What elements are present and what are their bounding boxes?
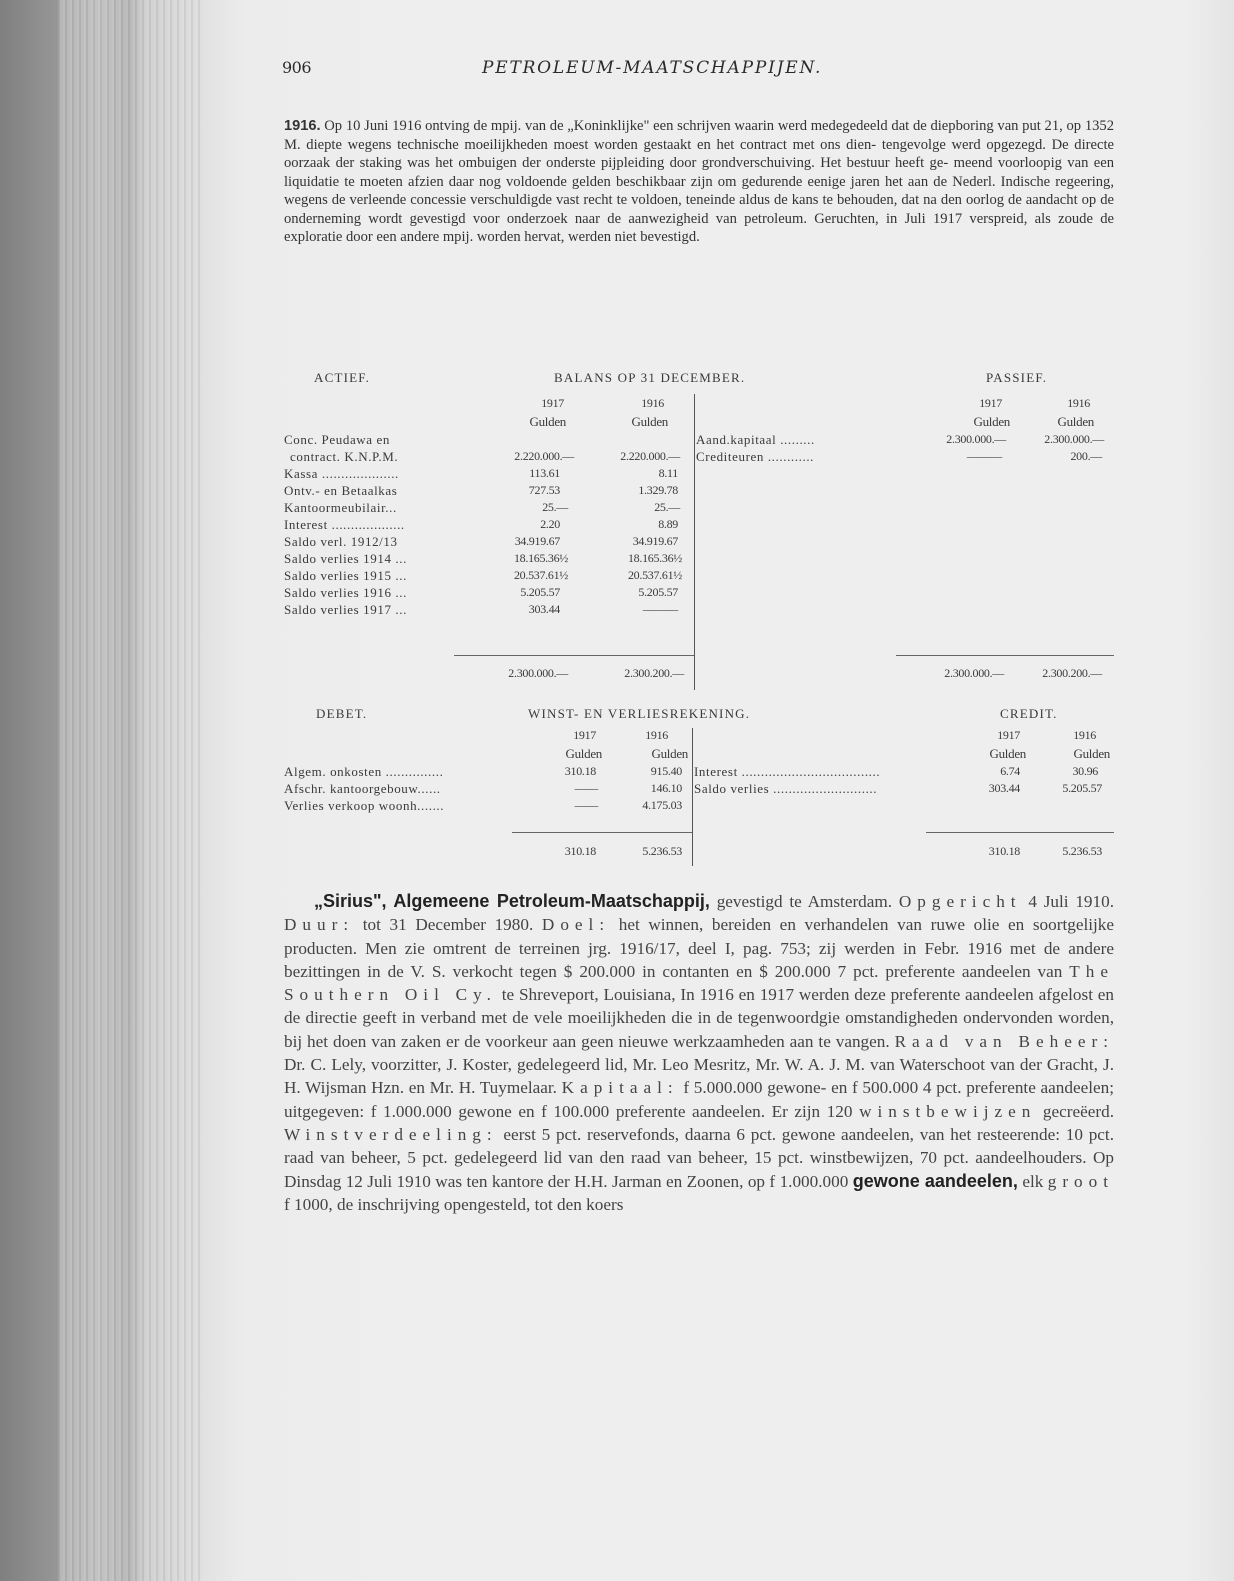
- year-1917: 1917: [573, 728, 596, 742]
- text-line: niet bevestigd.: [614, 229, 700, 245]
- text-line: 1917 verspreid, als zoude de exploratie door een andere mpij. worden hervat, werden: [284, 210, 1114, 245]
- unit-gulden: Gulden: [1073, 746, 1110, 761]
- value-1916: 2.220.000.—: [620, 449, 680, 463]
- value-1917: 303.44: [988, 781, 1020, 795]
- value-1916: 915.40: [650, 764, 682, 778]
- winstbewijzen-label: winstbewijzen: [859, 1101, 1037, 1121]
- unit-gulden: Gulden: [529, 414, 566, 429]
- year-header-row: [284, 728, 692, 745]
- asset-row: [284, 517, 694, 534]
- text-line: gevestigd voor onderzoek naar de aanwezigheid van petroleum. Geruchten, in Juli: [409, 210, 926, 227]
- asset-row: [284, 551, 694, 568]
- total-1917: 310.18: [564, 844, 596, 858]
- entry-text: gecreëerd.: [1036, 1101, 1114, 1121]
- value-1916: 20.537.61½: [627, 568, 682, 582]
- row-label: Aand.kapitaal .........: [696, 432, 815, 447]
- year-1916: 1916: [645, 728, 668, 742]
- row-label: Interest ....................................: [694, 764, 881, 779]
- credit-row: [694, 781, 1114, 798]
- row-label: Afschr. kantoorgebouw......: [284, 781, 441, 796]
- groot-label: groot: [1047, 1171, 1114, 1191]
- year-1916: 1916: [1067, 396, 1090, 410]
- entry-text: f 5.000.000 gewone- en f 500.000 4 pct. preferente aandeelen; uitgegeven: f 1.000.000 gewone en f 100.000 preferente aandeelen. Er zijn 120: [284, 1078, 1115, 1121]
- debit-total-row: [284, 844, 692, 861]
- company-entry: [284, 890, 1114, 1216]
- asset-row: [284, 483, 694, 500]
- value-1916: 2.300.000.—: [1044, 432, 1104, 446]
- pl-title: WINST- EN VERLIESREKENING.: [528, 706, 751, 721]
- total-rule: [512, 832, 692, 833]
- asset-row: [284, 466, 694, 483]
- row-label: Saldo verlies 1915 ...: [284, 568, 407, 583]
- unit-gulden: Gulden: [973, 414, 1010, 429]
- debit-row: [284, 764, 692, 781]
- value-1916: 8.89: [658, 517, 678, 531]
- value-1916: 5.205.57: [1062, 781, 1102, 795]
- asset-row: [284, 500, 694, 517]
- value-1916: 30.96: [1072, 764, 1098, 778]
- page-header: [282, 58, 1122, 82]
- value-1917: ——: [574, 781, 598, 795]
- debet-caption: DEBET.: [316, 706, 368, 721]
- value-1917: ——: [574, 798, 598, 812]
- year-1917: 1917: [979, 396, 1002, 410]
- value-1916: 200.—: [1070, 449, 1102, 463]
- credit-row: [694, 764, 1114, 781]
- unit-gulden: Gulden: [1057, 414, 1094, 429]
- balance-sheet: [284, 370, 1114, 690]
- total-1916: 2.300.200.—: [1042, 666, 1102, 680]
- unit-gulden: Gulden: [631, 414, 668, 429]
- unit-gulden: Gulden: [651, 746, 688, 761]
- row-label: Interest ...................: [284, 517, 405, 532]
- row-label: Kantoormeubilair...: [284, 500, 397, 515]
- total-rule: [896, 655, 1114, 656]
- entry-text: te Shreveport, Louisiana, In 1916 en 1917 werden deze preferente aandeelen afgelost en de directie geeft in verband met de vele moeilijkheden die in de tegenwoordgie omstandigheden ondervonden worden, bij het doen van zaken er de voorkeur aan geen nieuwe werkzaamheden aan te vangen.: [284, 985, 1115, 1051]
- year-header-row: [284, 396, 694, 413]
- total-1917: 2.300.000.—: [508, 666, 568, 680]
- value-1917: 2.300.000.—: [946, 432, 1006, 446]
- year-1917: 1917: [541, 396, 564, 410]
- year-lead: 1916.: [284, 118, 321, 134]
- total-1916: 5.236.53: [1062, 844, 1102, 858]
- text-line: meend voorloopig van een liquidatie te moeten afzien daar nog voldoende gelden: [284, 155, 1115, 190]
- row-label: Ontv.- en Betaalkas: [284, 483, 398, 498]
- asset-row: [284, 568, 694, 585]
- unit-header-row: [284, 746, 692, 763]
- entry-text: f 1000, de inschrijving opengesteld, tot den koers: [284, 1194, 624, 1214]
- text-line: werd medegedeeld dat de diepboring van put 21, op 1352 M. diepte wegens technische: [284, 118, 1115, 153]
- row-label: Saldo verl. 1912/13: [284, 534, 398, 549]
- row-label: Saldo verlies 1914 ...: [284, 551, 407, 566]
- book-binding-edge: [0, 0, 205, 1581]
- actief-caption: ACTIEF.: [314, 370, 371, 385]
- text-line: de kans te behouden, dat na den oorlog de aandacht op de onderneming wordt: [284, 192, 1114, 227]
- entry-text: het winnen, bereiden en verhandelen van ruwe olie en soortgelijke producten. Men zie omtrent de terreinen jrg. 1916/17, deel I, pag. 753; zij werden in Febr. 1916 met de andere bezittingen in de V. S. verkocht tegen $ 200.000 in contanten en $ 200.000 7 pct. preferente aandeelen van: [284, 915, 1115, 981]
- value-1916: 5.205.57: [638, 585, 678, 599]
- row-label: Saldo verlies 1917 ...: [284, 602, 407, 617]
- value-1916: 146.10: [650, 781, 682, 795]
- total-rule: [454, 655, 694, 656]
- value-1917: 18.165.36½: [513, 551, 568, 565]
- value-1917: ———: [966, 449, 1002, 463]
- value-1916: 25.—: [654, 500, 680, 514]
- asset-row: [284, 602, 694, 619]
- value-1917: 2.220.000.—: [514, 449, 574, 463]
- value-1916: 8.11: [658, 466, 678, 480]
- value-1917: 5.205.57: [520, 585, 560, 599]
- value-1917: 303.44: [528, 602, 560, 616]
- entry-text: Dr. C. Lely, voorzitter, J. Koster, gedelegeerd lid, Mr. Leo Mesritz, Mr. W. A. J. M. van Waterschoot van der Gracht, J. H. Wijsman Hzn. en Mr. H. Tuymelaar.: [284, 1055, 1114, 1098]
- value-1916: 34.919.67: [632, 534, 678, 548]
- row-label: Saldo verlies 1916 ...: [284, 585, 407, 600]
- asset-row: [284, 534, 694, 551]
- credit-total-row: [694, 844, 1114, 861]
- unit-header-row: [694, 746, 1114, 763]
- intro-paragraph: [284, 117, 1114, 247]
- debit-row: [284, 781, 692, 798]
- raad-van-beheer-label: Raad van Beheer:: [894, 1031, 1115, 1051]
- unit-header-row: [284, 414, 694, 431]
- value-1917: 6.74: [1000, 764, 1020, 778]
- liability-row: [696, 449, 1114, 466]
- value-1917: 34.919.67: [514, 534, 560, 548]
- total-1916: 5.236.53: [642, 844, 682, 858]
- winstverdeeling-label: Winstverdeeling:: [284, 1124, 498, 1144]
- unit-header-row: [696, 414, 1114, 431]
- year-header-row: [694, 728, 1114, 745]
- value-1917: 310.18: [564, 764, 596, 778]
- entry-text: elk: [1017, 1171, 1048, 1191]
- assets-total-row: [284, 666, 694, 683]
- liabilities-total-row: [696, 666, 1114, 683]
- gewone-aandeelen-bold: gewone aandeelen,: [852, 1170, 1018, 1191]
- row-label: Verlies verkoop woonh.......: [284, 798, 445, 813]
- value-1917: 25.—: [542, 500, 568, 514]
- row-label: Saldo verlies ...........................: [694, 781, 878, 796]
- row-label: Crediteuren ............: [696, 449, 815, 464]
- passief-caption: PASSIEF.: [986, 370, 1048, 385]
- total-1917: 310.18: [988, 844, 1020, 858]
- kapitaal-label: Kapitaal:: [561, 1078, 679, 1098]
- year-1916: 1916: [1073, 728, 1096, 742]
- total-rule: [926, 832, 1114, 833]
- asset-row: [284, 585, 694, 602]
- profit-loss-account: [284, 706, 1114, 866]
- year-1916: 1916: [641, 396, 664, 410]
- liability-row: [696, 432, 1114, 449]
- year-1917: 1917: [997, 728, 1020, 742]
- text-line: ombuigen der onderste pijpleiding door grondverschuiving. Het bestuur heeft ge-: [458, 155, 949, 171]
- text-line: tengevolge werd opgezegd. De directe oorzaak der staking was het: [284, 136, 1114, 171]
- year-header-row: [696, 396, 1114, 413]
- text-line: beschikbaar zijn om gedurende eenige jaren het aan de Nederl. Indische regeering,: [615, 173, 1114, 190]
- value-1916: 1.329.78: [638, 483, 678, 497]
- total-1917: 2.300.000.—: [944, 666, 1004, 680]
- text-line: Op 10 Juni 1916 ontving de mpij. van de „Koninklijke" een schrijven waarin: [324, 118, 775, 134]
- entry-text: 4 Juli 1910.: [1021, 892, 1114, 911]
- row-label: contract. K.N.P.M.: [290, 449, 399, 464]
- value-1916: 4.175.03: [642, 798, 682, 812]
- asset-row: [284, 449, 694, 466]
- credit-caption: CREDIT.: [1000, 706, 1058, 721]
- unit-gulden: Gulden: [565, 746, 602, 761]
- value-1917: 727.53: [528, 483, 560, 497]
- value-1917: 20.537.61½: [513, 568, 568, 582]
- running-title: PETROLEUM-MAATSCHAPPIJEN.: [482, 58, 823, 78]
- page-number: 906: [282, 58, 312, 77]
- debit-row: [284, 798, 692, 815]
- value-1917: 2.20: [540, 517, 560, 531]
- opgericht-label: Opgericht: [898, 892, 1022, 911]
- entry-text: eerst 5 pct. reservefonds, daarna 6 pct. gewone aandeelen, van het resteerende: 10 pct. raad van beheer, 5 pct. gedelegeerd lid van den raad van beheer, 15 pct. winstbewijzen, 70 pct. aandeelhouders. Op Dinsdag 12 Juli 1910 was ten kantore der H.H. Jarman en Zoonen, op f 1.000.000: [284, 1124, 1114, 1191]
- text-line: moeilijkheden moest worden gestaakt en het contract met ons dien-: [464, 136, 877, 153]
- value-1917: 113.61: [529, 466, 560, 480]
- value-1916: ———: [642, 602, 678, 616]
- duur-label: Duur:: [284, 915, 355, 935]
- unit-gulden: Gulden: [989, 746, 1026, 761]
- text-line: wegens de verleende concessie verschuldigde vast recht te voldoen, teneinde aldus: [284, 192, 770, 208]
- company-name: „Sirius", Algemeene Petroleum-Maatschappij,: [314, 891, 710, 911]
- column-divider: [694, 394, 695, 690]
- asset-row: [284, 432, 694, 449]
- balance-title: BALANS OP 31 DECEMBER.: [554, 370, 746, 385]
- total-1916: 2.300.200.—: [624, 666, 684, 680]
- doel-label: Doel:: [541, 915, 611, 935]
- book-fold: [0, 0, 58, 1581]
- column-divider: [692, 728, 693, 866]
- southern-oil-name: The Southern Oil Cy.: [284, 961, 1114, 1005]
- row-label: Kassa ....................: [284, 466, 399, 481]
- row-label: Algem. onkosten ...............: [284, 764, 444, 779]
- row-label: Conc. Peudawa en: [284, 432, 390, 447]
- entry-text: gevestigd te Amsterdam.: [709, 892, 899, 911]
- entry-text: tot 31 December 1980.: [354, 915, 542, 935]
- value-1916: 18.165.36½: [627, 551, 682, 565]
